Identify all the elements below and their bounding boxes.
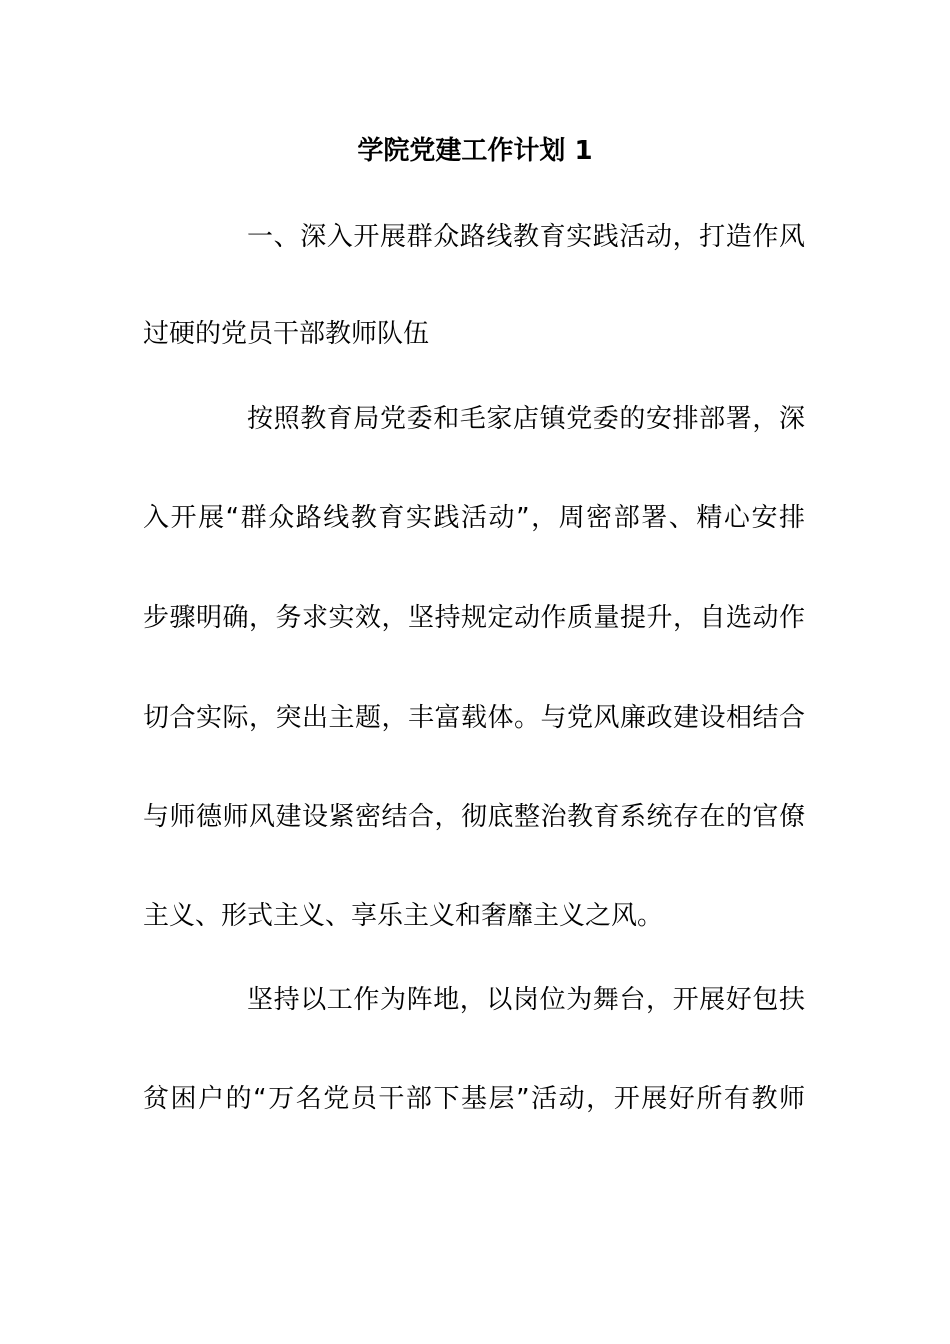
paragraph-line: 切合实际，突出主题，丰富载体。与党风廉政建设相结合 [143, 703, 805, 733]
paragraph-line: 步骤明确，务求实效，坚持规定动作质量提升，自选动作 [143, 603, 805, 633]
document-title: 学院党建工作计划 1 [357, 136, 593, 166]
heading-line: 过硬的党员干部教师队伍 [143, 319, 430, 349]
paragraph-line: 按照教育局党委和毛家店镇党委的安排部署，深 [247, 404, 805, 434]
paragraph-line: 贫困户的“万名党员干部下基层”活动，开展好所有教师 [143, 1084, 805, 1114]
paragraph-line: 与师德师风建设紧密结合，彻底整治教育系统存在的官僚 [143, 802, 805, 832]
paragraph-line: 入开展“群众路线教育实践活动”，周密部署、精心安排 [143, 503, 805, 533]
paragraph-line: 主义、形式主义、享乐主义和奢靡主义之风。 [143, 901, 664, 931]
heading-line: 一、深入开展群众路线教育实践活动，打造作风 [247, 222, 805, 252]
paragraph-line: 坚持以工作为阵地，以岗位为舞台，开展好包扶 [247, 985, 805, 1015]
